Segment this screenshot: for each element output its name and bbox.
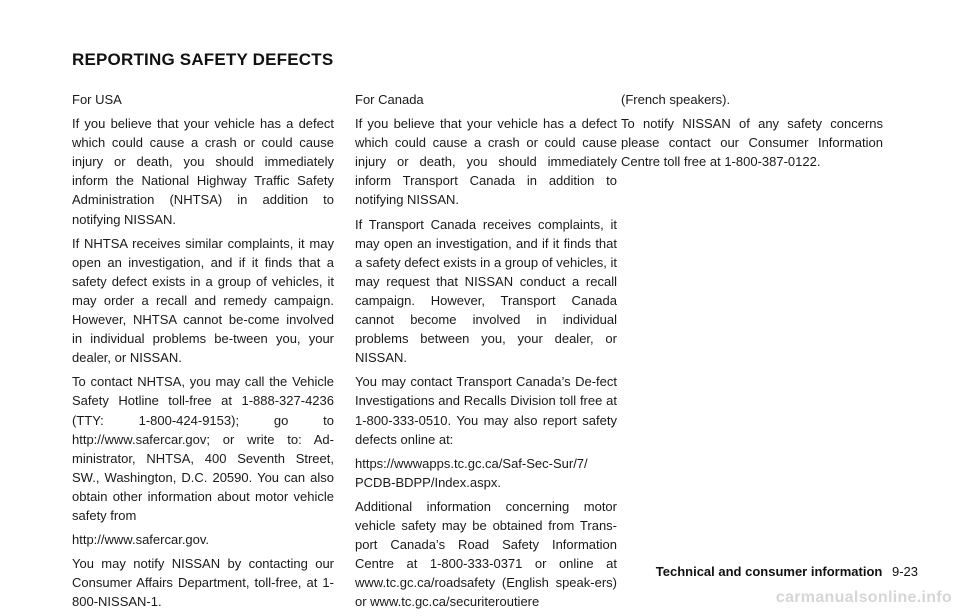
column-continued [621, 90, 883, 176]
paragraph: (French speakers). [621, 92, 731, 107]
footer-section-title: Technical and consumer information [655, 564, 883, 579]
paragraph: You may contact Transport Canada’s De-fect Investigations and Recalls Division toll free at 1-800-333-0510. You may also report safety defects online at: [355, 374, 617, 447]
paragraph: If NHTSA receives similar complaints, it may open an investigation, and if it finds that a safety defect exists in a group of vehicles, it may order a recall and remedy campaign. However, NHTSA cannot be-come involved in individual problems be-tween you, your dealer, or NISSAN. [72, 235, 334, 366]
paragraph: If Transport Canada receives complaints, it may open an investigation, and if it finds that a safety defect exists in a group of vehicles, it may request that NISSAN conduct a recall campaign. However, Transport Canada cannot become involved in individual problems between you, your dealer, or NISSAN. [355, 216, 617, 366]
paragraph: To contact NHTSA, you may call the Vehicle Safety Hotline toll-free at 1-888-327-4236 (TTY: 1-800-424-9153); go to http://www.safercar.gov; or write to: Ad-ministrator, NHTSA, 400 Seventh Street, SW., Washington, D.C. 20590. You can also obtain other information about motor vehicle safety from [72, 374, 334, 523]
page-footer [656, 564, 918, 579]
paragraph: You may notify NISSAN by contacting our Consumer Affairs Department, toll-free, at 1-800-NISSAN-1. [72, 556, 334, 610]
paragraph: Additional information concerning motor vehicle safety may be obtained from Trans-port Canada’s Road Safety Information Centre at 1-800-333-0371 or online at www.tc.gc.ca/roadsafety (English speak-ers) or www.tc.gc.ca/securiteroutiere [355, 498, 617, 610]
page-number: 9-23 [891, 564, 918, 579]
subheading-canada: For Canada [355, 92, 424, 107]
watermark: carmanualsonline.info [775, 589, 952, 606]
safercar-url: http://www.safercar.gov. [72, 532, 210, 548]
paragraph: To notify NISSAN of any safety concerns please contact our Consumer Information Centre toll free at 1-800-387-0122. [621, 116, 883, 170]
transport-canada-url: https://wwwapps.tc.gc.ca/Saf-Sec-Sur/7/ PCDB-BDPP/Index.aspx. [355, 455, 588, 490]
subheading-usa: For USA [72, 92, 122, 107]
column-canada [355, 90, 617, 616]
paragraph: If you believe that your vehicle has a defect which could cause a crash or could cause injury or death, you should immediately inform the National Highway Traffic Safety Administration (NHTSA) in addition to notifying NISSAN. [72, 116, 334, 227]
column-usa [72, 90, 334, 616]
paragraph: If you believe that your vehicle has a defect which could cause a crash or could cause injury or death, you should immediately inform Transport Canada in addition to notifying NISSAN. [355, 116, 617, 208]
page-title: REPORTING SAFETY DEFECTS [72, 50, 334, 69]
